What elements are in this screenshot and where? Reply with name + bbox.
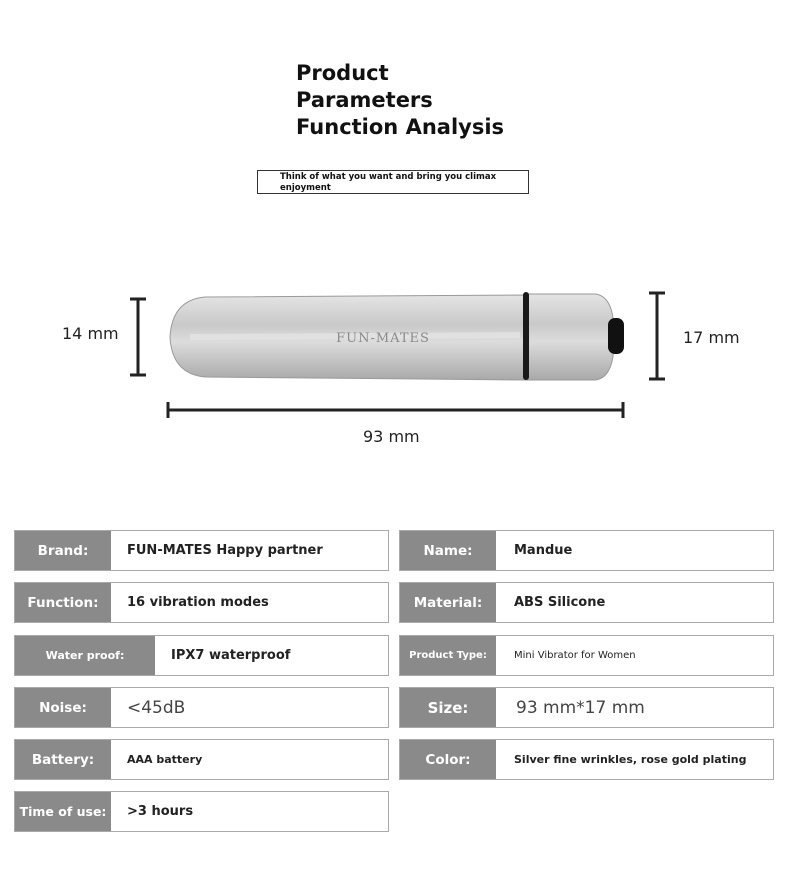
product-illustration bbox=[0, 280, 790, 430]
spec-value: IPX7 waterproof bbox=[171, 648, 291, 663]
spec-value: Mini Vibrator for Women bbox=[514, 650, 636, 661]
length-label: 93 mm bbox=[363, 427, 420, 446]
right-height-bracket bbox=[649, 293, 665, 379]
spec-value: 93 mm*17 mm bbox=[516, 697, 645, 718]
left-height-label: 14 mm bbox=[62, 324, 119, 343]
spec-value: Silver fine wrinkles, rose gold plating bbox=[514, 753, 747, 766]
page-title bbox=[296, 60, 504, 141]
spec-label: Noise: bbox=[15, 688, 111, 727]
spec-row-brand bbox=[14, 530, 389, 571]
spec-label: Color: bbox=[400, 740, 496, 779]
spec-label: Battery: bbox=[15, 740, 111, 779]
spec-value: >3 hours bbox=[127, 804, 194, 819]
black-ring bbox=[523, 292, 529, 380]
title-line-2: Parameters bbox=[296, 88, 433, 112]
spec-label: Name: bbox=[400, 531, 496, 570]
spec-label: Size: bbox=[400, 688, 496, 727]
length-bracket bbox=[168, 402, 623, 418]
spec-value: AAA battery bbox=[127, 753, 203, 766]
spec-row-material bbox=[399, 582, 774, 623]
spec-label: Time of use: bbox=[15, 792, 111, 831]
spec-row-time-of-use bbox=[14, 791, 389, 832]
spec-label: Water proof: bbox=[15, 636, 155, 675]
spec-row-waterproof bbox=[14, 635, 389, 676]
tagline-box: Think of what you want and bring you climax enjoyment bbox=[257, 170, 529, 194]
spec-row-function bbox=[14, 582, 389, 623]
spec-row-noise bbox=[14, 687, 389, 728]
spec-label: Product Type: bbox=[400, 636, 496, 675]
spec-value: FUN-MATES Happy partner bbox=[127, 543, 323, 558]
brand-mark: FUN-MATES bbox=[336, 331, 430, 346]
spec-row-name bbox=[399, 530, 774, 571]
left-height-bracket bbox=[130, 299, 146, 375]
title-line-3: Function Analysis bbox=[296, 115, 505, 139]
spec-label: Brand: bbox=[15, 531, 111, 570]
spec-label: Material: bbox=[400, 583, 496, 622]
spec-row-product-type bbox=[399, 635, 774, 676]
spec-row-battery bbox=[14, 739, 389, 780]
right-height-label: 17 mm bbox=[683, 328, 740, 347]
title-line-1: Product bbox=[296, 61, 389, 85]
spec-value: Mandue bbox=[514, 543, 573, 558]
spec-value: <45dB bbox=[127, 697, 186, 718]
spec-value: ABS Silicone bbox=[514, 595, 606, 610]
power-button bbox=[608, 318, 624, 354]
bullet-cap bbox=[528, 294, 614, 380]
spec-row-size bbox=[399, 687, 774, 728]
spec-value: 16 vibration modes bbox=[127, 595, 269, 610]
spec-label: Function: bbox=[15, 583, 111, 622]
spec-row-color bbox=[399, 739, 774, 780]
